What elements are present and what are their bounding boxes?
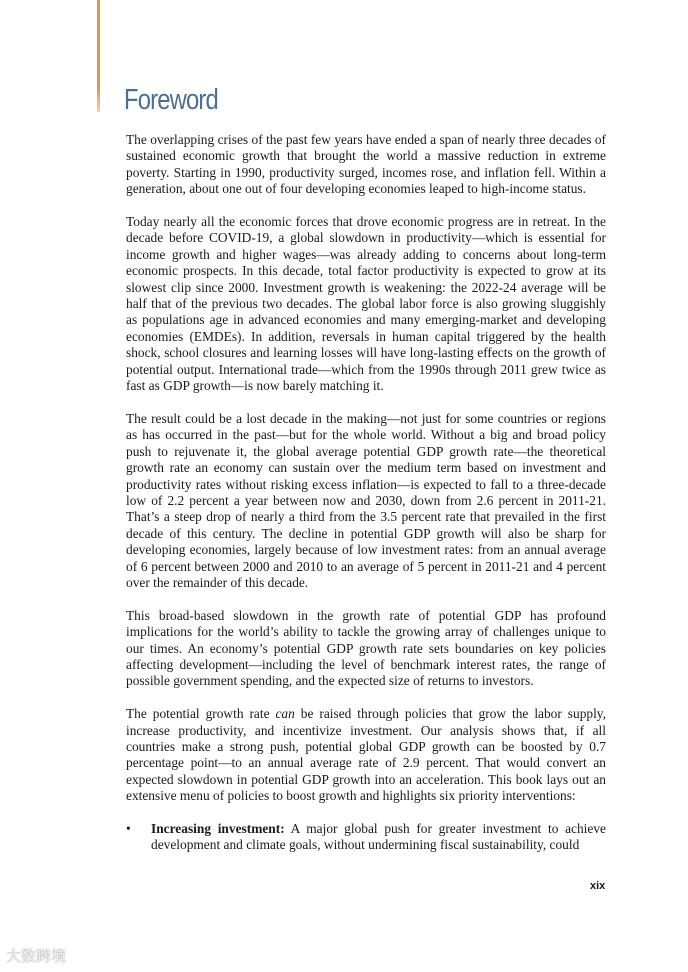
paragraph: This broad-based slowdown in the growth rate of potential GDP has profound implications for the world’s ability to tackle the growing array of challenges unique to our times. An economy’s potential GDP growth rate sets boundaries on key policies affecting development—including the level of benchmark interest rates, the range of possible government spending, and the expected size of returns to investors. bbox=[126, 607, 606, 689]
bullet-list bbox=[126, 821, 606, 854]
emphasis: can bbox=[275, 706, 295, 722]
list-item: • Increasing investment: A major global push for greater investment to achieve development and climate goals, without undermining fiscal sustainability, could bbox=[126, 820, 606, 853]
accent-rule bbox=[97, 0, 100, 112]
paragraph: Today nearly all the economic forces that drove economic progress are in retreat. In the decade before COVID-19, a global slowdown in productivity—which is essential for income growth and higher wages—was already adding to concerns about long-term economic prospects. In this decade, total factor productivity is expected to grow at its slowest clip since 2000. Investment growth is weakening: the 2022-24 average will be half that of the previous two decades. The global labor force is also growing sluggishly as populations age in advanced economies and many emerging-market and developing economies (EMDEs). In addition, reversals in human capital triggered by the health shock, school closures and learning losses will have long-lasting effects on the growth of potential output. International trade—which from the 1990s through 2011 grew twice as fast as GDP growth—is now barely matching it. bbox=[126, 214, 606, 394]
page-title: Foreword bbox=[124, 84, 218, 116]
paragraph: The overlapping crises of the past few years have ended a span of nearly three decades of sustained economic growth that brought the world a massive reduction in extreme poverty. Starting in 1990, productivity surged, incomes rose, and inflation fell. Within a generation, about one out of four developing economies leaped to high-income status. bbox=[126, 132, 606, 197]
paragraph: The result could be a lost decade in the making—not just for some countries or regions as has occurred in the past—but for the whole world. Without a big and broad policy push to rejuvenate it, the global average potential GDP growth rate—the theoretical growth rate an economy can sustain over the medium term based on investment and productivity rates without risking excess inflation—is expected to fall to a three-decade low of 2.2 percent a year between now and 2030, down from 2.6 percent in 2011-21. That’s a steep drop of nearly a third from the 3.5 percent rate that prevailed in the first decade of this century. The decline in potential GDP growth will also be sharp for developing economies, largely because of low investment rates: from an annual average of 6 percent between 2000 and 2010 to an average of 5 percent in 2011-21 and 4 percent over the remainder of this decade. bbox=[126, 410, 606, 590]
body-text bbox=[126, 132, 606, 854]
bullet-icon: • bbox=[126, 820, 131, 836]
paragraph: The potential growth rate can be raised through policies that grow the labor supply, increase productivity, and incentivize investment. Our analysis shows that, if all countries make a strong push, potential global GDP growth can be boosted by 0.7 percentage point—to an annual average rate of 2.9 percent. That would convert an expected slowdown in potential GDP growth into an acceleration. This book lays out an extensive menu of policies to boost growth and highlights six priority interventions: bbox=[126, 706, 606, 804]
page-number: xix bbox=[590, 880, 606, 892]
watermark: 大数跨境 bbox=[6, 947, 67, 965]
